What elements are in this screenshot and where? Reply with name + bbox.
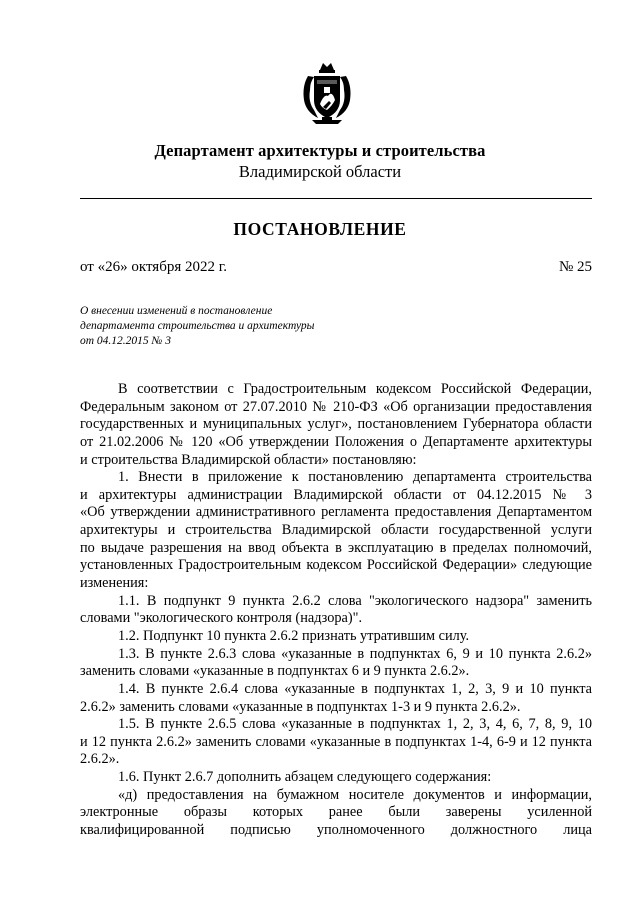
body-line: изменения:: [80, 575, 149, 592]
body-line: 1.3. В пункте 2.6.3 слова «указанные в подпунктах 6, 9 и 10 пункта 2.6.2»: [118, 645, 592, 662]
body-line: Федеральным законом от 27.07.2010 № 210-ФЗ «Об организации предоставления: [80, 398, 592, 415]
document-body: [80, 381, 592, 840]
department-name: Департамент архитектуры и строительства: [154, 141, 486, 160]
body-line: «Об утверждении административного регламента предоставления Департаментом: [80, 504, 592, 521]
body-line: «д) предоставления на бумажном носителе документов и информации,: [118, 786, 592, 803]
header-divider: [80, 198, 592, 199]
body-line: квалифицированной подписью уполномоченного должностного лица: [80, 822, 592, 839]
body-line: по выдаче разрешения на ввод объекта в эксплуатацию в пределах полномочий,: [80, 539, 592, 556]
subject-line: от 04.12.2015 № 3: [80, 335, 172, 347]
date-number-row: [80, 259, 592, 276]
document-type-title: ПОСТАНОВЛЕНИЕ: [233, 219, 407, 239]
body-line: государственных и муниципальных услуг», постановлением Губернатора области: [80, 416, 592, 433]
body-line: и 12 пункта 2.6.2» заменить словами «указанные в подпунктах 1-4, 6-9 и 12 пункта: [80, 733, 592, 750]
body-line: 1.1. В подпункт 9 пункта 2.6.2 слова "экологического надзора" заменить: [118, 592, 592, 609]
body-line: 2.6.2» заменить словами «указанные в подпунктах 1-3 и 9 пункта 2.6.2».: [80, 698, 521, 715]
body-line: электронные образы которых ранее были заверены усиленной: [80, 804, 592, 821]
body-line: и строительства Владимирской области» постановляю:: [80, 451, 417, 468]
subject-line: О внесении изменений в постановление: [80, 305, 273, 317]
body-line: 1.6. Пункт 2.6.7 дополнить абзацем следующего содержания:: [118, 769, 492, 786]
body-line: словами "экологического контроля (надзора)".: [80, 610, 363, 627]
body-line: архитектуры и строительства Владимирской области государственной услуги: [80, 522, 592, 539]
coat-of-arms-icon: [298, 60, 356, 126]
document-date: от «26» октября 2022 г.: [80, 259, 227, 275]
body-line: 1. Внести в приложение к постановлению департамента строительства: [118, 469, 592, 486]
body-line: 1.5. В пункте 2.6.5 слова «указанные в подпунктах 1, 2, 3, 4, 6, 7, 8, 9, 10: [118, 716, 592, 733]
body-line: 1.4. В пункте 2.6.4 слова «указанные в подпунктах 1, 2, 3, 9 и 10 пункта: [118, 680, 592, 697]
body-line: от 21.02.2006 № 120 «Об утверждении Положения о Департаменте архитектуры: [80, 433, 592, 450]
body-line: заменить словами «указанные в подпунктах 6 и 9 пункта 2.6.2».: [80, 663, 470, 680]
body-line: 2.6.2».: [80, 751, 120, 768]
subject-line: департамента строительства и архитектуры: [80, 320, 315, 332]
body-line: В соответствии с Градостроительным кодексом Российской Федерации,: [118, 381, 592, 397]
body-line: 1.2. Подпункт 10 пункта 2.6.2 признать утратившим силу.: [118, 627, 470, 644]
region-name: Владимирской области: [238, 162, 402, 181]
body-line: и архитектуры администрации Владимирской области от 04.12.2015 № 3: [80, 486, 592, 503]
document-subject: [80, 304, 420, 349]
body-line: установленных Градостроительным кодексом Российской Федерации» следующие: [80, 557, 592, 574]
document-number: № 25: [558, 259, 592, 275]
